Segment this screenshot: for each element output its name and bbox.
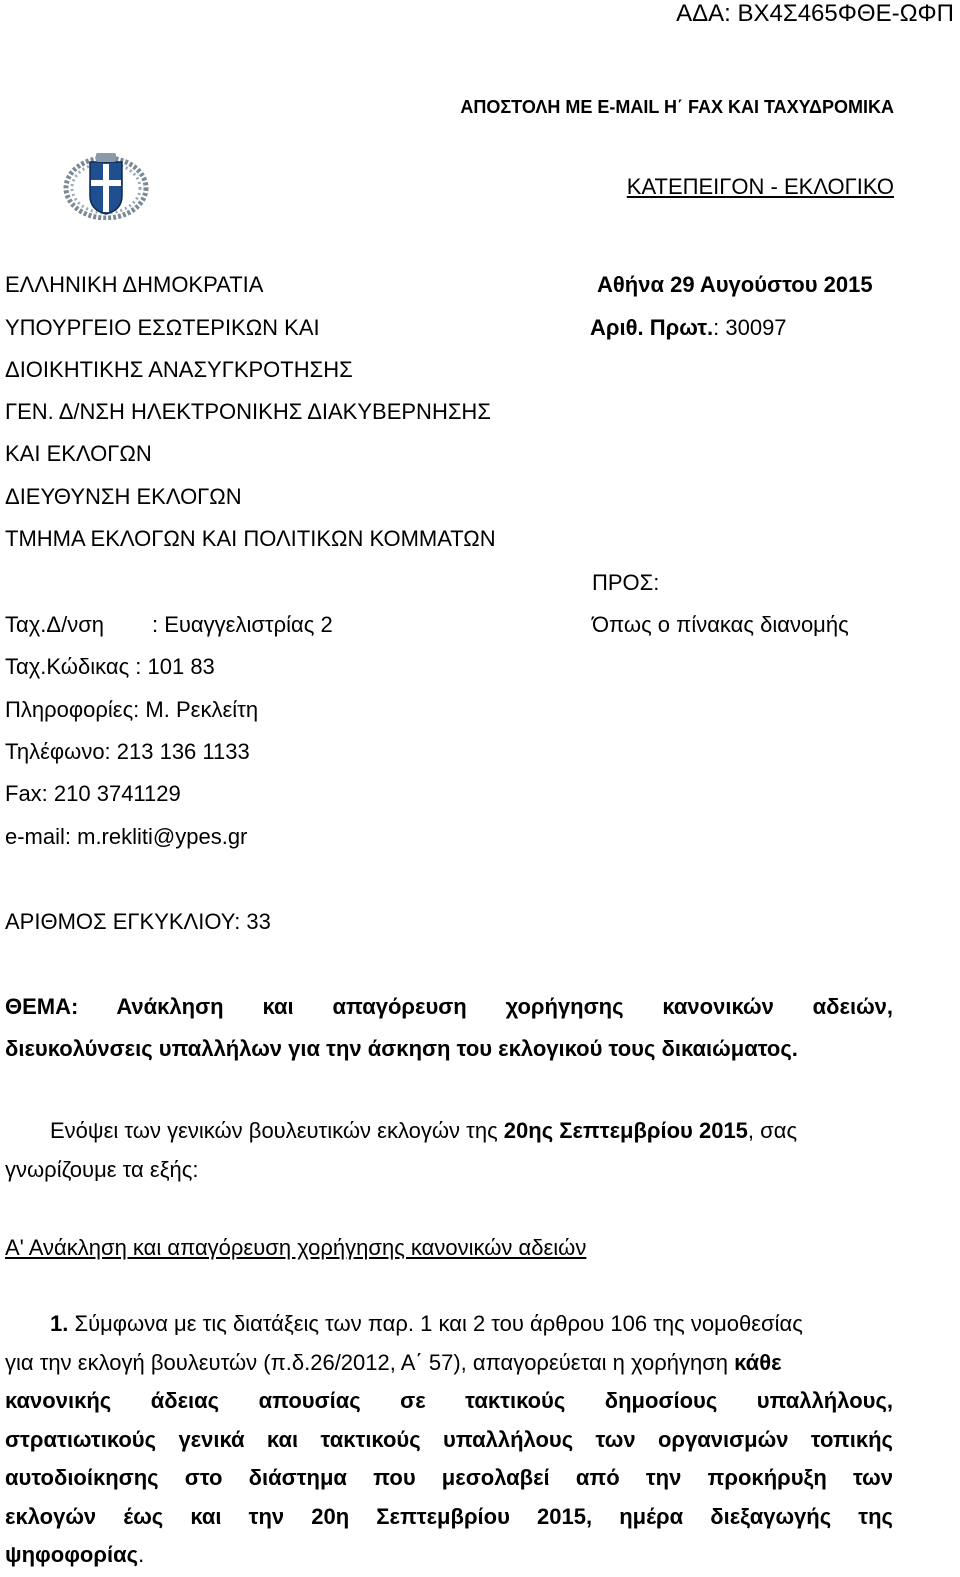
dispatch-note: ΑΠΟΣΤΟΛΗ ΜΕ E-MAIL Η΄ FAX ΚΑΙ ΤΑΧΥΔΡΟΜΙΚΑ bbox=[460, 97, 894, 117]
contact-fax: Fax: 210 3741129 bbox=[5, 781, 181, 806]
ada-code: ΑΔΑ: ΒΧ4Σ465ΦΘΕ-ΩΦΠ bbox=[676, 0, 954, 27]
circular-number: ΑΡΙΘΜΟΣ ΕΓΚΥΚΛΙΟΥ: 33 bbox=[5, 909, 271, 934]
recipient-value: Όπως ο πίνακας διανομής bbox=[592, 612, 849, 637]
address-value: : Ευαγγελιστρίας 2 bbox=[152, 612, 333, 637]
paragraph-1-line-3: κανονικής άδειας απουσίας σε τακτικούς δημοσίους υπαλλήλους, bbox=[5, 1388, 893, 1413]
contact-email: e-mail: m.rekliti@ypes.gr bbox=[5, 824, 248, 849]
sender-line-4: ΓΕΝ. Δ/ΝΣΗ ΗΛΕΚΤΡΟΝΙΚΗΣ ΔΙΑΚΥΒΕΡΝΗΣΗΣ bbox=[5, 399, 491, 424]
paragraph-number: 1. bbox=[50, 1311, 69, 1336]
contact-postcode: Ταχ.Κώδικας : 101 83 bbox=[5, 654, 215, 679]
protocol-label: Αριθ. Πρωτ. bbox=[590, 315, 714, 340]
sender-line-6: ΔΙΕΥΘΥΝΣΗ ΕΚΛΟΓΩΝ bbox=[5, 484, 242, 509]
paragraph-1-line-6: εκλογών έως και την 20η Σεπτεμβρίου 2015, ημέρα διεξαγωγής της bbox=[5, 1504, 893, 1529]
paragraph-1-line-2-text: για την εκλογή βουλευτών (π.δ.26/2012, Α΄ 57), απαγορεύεται η χορήγηση bbox=[5, 1350, 735, 1375]
subject-line-2: διευκολύνσεις υπαλλήλων για την άσκηση του εκλογικού τους δικαιώματος. bbox=[5, 1036, 798, 1061]
urgent-label: ΚΑΤΕΠΕΙΓΟΝ - ΕΚΛΟΓΙΚΟ bbox=[626, 174, 894, 199]
protocol-number bbox=[590, 315, 787, 341]
contact-phone: Τηλέφωνο: 213 136 1133 bbox=[5, 739, 250, 764]
section-a-heading: Α' Ανάκληση και απαγόρευση χορήγησης κανονικών αδειών bbox=[5, 1235, 587, 1260]
intro-tail: , σας bbox=[747, 1118, 798, 1143]
sender-line-7: ΤΜΗΜΑ ΕΚΛΟΓΩΝ ΚΑΙ ΠΟΛΙΤΙΚΩΝ ΚΟΜΜΑΤΩΝ bbox=[5, 526, 496, 551]
paragraph-1-line-1 bbox=[50, 1311, 803, 1337]
subject-line-1: ΘΕΜΑ: Ανάκληση και απαγόρευση χορήγησης κανονικών αδειών, bbox=[5, 994, 893, 1019]
intro-line-1 bbox=[50, 1118, 797, 1144]
paragraph-1-line-7-text: ψηφοφορίας bbox=[5, 1542, 139, 1567]
intro-text: Ενόψει των γενικών βουλευτικών εκλογών της bbox=[50, 1118, 504, 1143]
paragraph-1-line-7-end: . bbox=[138, 1542, 145, 1567]
paragraph-1-line-2 bbox=[5, 1350, 782, 1376]
paragraph-1-line-5: αυτοδιοίκησης στο διάστημα που μεσολαβεί από την προκήρυξη των bbox=[5, 1465, 893, 1490]
sender-line-2: ΥΠΟΥΡΓΕΙΟ ΕΣΩΤΕΡΙΚΩΝ ΚΑΙ bbox=[5, 315, 320, 340]
document-date: Αθήνα 29 Αυγούστου 2015 bbox=[597, 272, 873, 297]
election-date: 20ης Σεπτεμβρίου 2015 bbox=[503, 1118, 748, 1143]
contact-address bbox=[5, 612, 333, 638]
greek-emblem-icon bbox=[62, 150, 150, 220]
recipient-label: ΠΡΟΣ: bbox=[592, 570, 660, 595]
sender-line-5: ΚΑΙ ΕΚΛΟΓΩΝ bbox=[5, 441, 152, 466]
sender-line-3: ΔΙΟΙΚΗΤΙΚΗΣ ΑΝΑΣΥΓΚΡΟΤΗΣΗΣ bbox=[5, 357, 353, 382]
intro-line-2: γνωρίζουμε τα εξής: bbox=[5, 1157, 199, 1182]
paragraph-1-text: Σύμφωνα με τις διατάξεις των παρ. 1 και 2 του άρθρου 106 της νομοθεσίας bbox=[68, 1311, 803, 1336]
paragraph-1-line-2-bold: κάθε bbox=[734, 1350, 782, 1375]
protocol-value: : 30097 bbox=[713, 315, 787, 340]
sender-line-1: ΕΛΛΗΝΙΚΗ ΔΗΜΟΚΡΑΤΙΑ bbox=[5, 272, 264, 297]
paragraph-1-line-7 bbox=[5, 1542, 144, 1568]
paragraph-1-line-4: στρατιωτικούς γενικά και τακτικούς υπαλλήλους των οργανισμών τοπικής bbox=[5, 1427, 893, 1452]
address-label: Ταχ.Δ/νση bbox=[5, 612, 105, 637]
contact-info: Πληροφορίες: Μ. Ρεκλείτη bbox=[5, 697, 259, 722]
